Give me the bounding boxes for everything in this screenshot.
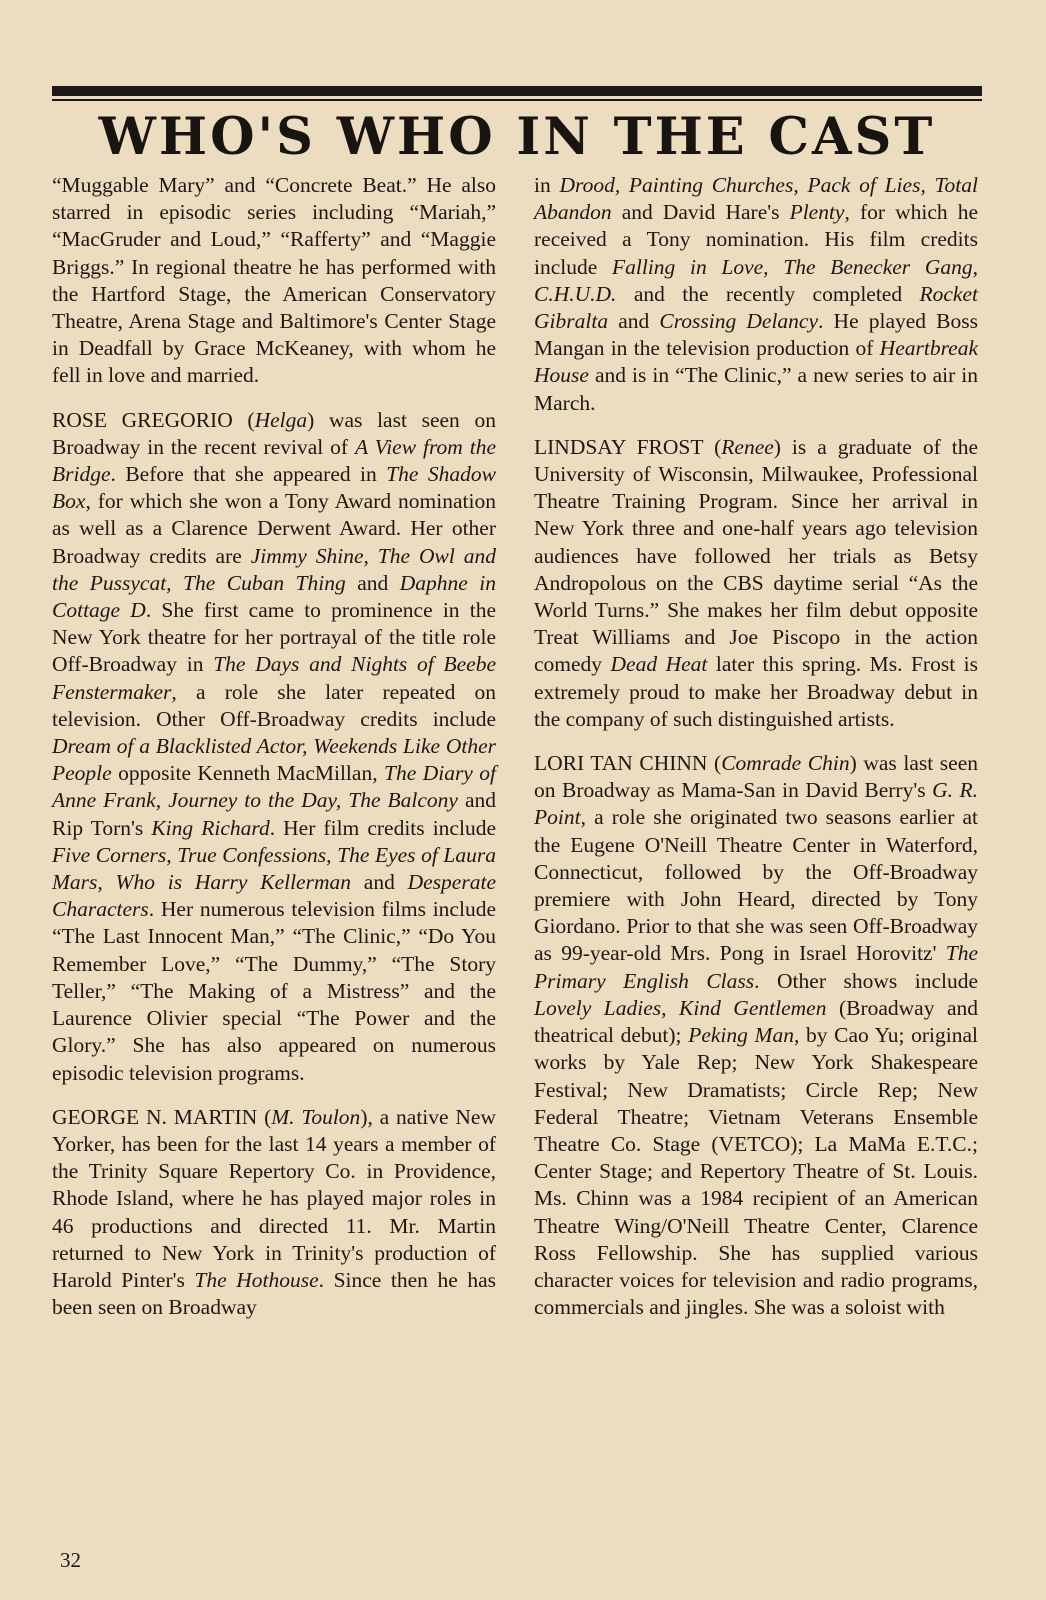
bio-rose-gregorio: ROSE GREGORIO (Helga) was last seen on Broadway in the recent revival of A View from the Bridge. Before that she appeared in The Shadow Box, for which she won a Tony Award nomination as well as a Clarence Derwent Award. Her other Broadway credits are Jimmy Shine, The Owl and the Pussycat, The Cuban Thing and Daphne in Cottage D. She first came to prominence in the New York theatre for her portrayal of the title role Off-Broadway in The Days and Nights of Beebe Fenstermaker, a role she later repeated on television. Other Off-Broadway credits include Dream of a Blacklisted Actor, Weekends Like Other People opposite Kenneth MacMillan, The Diary of Anne Frank, Journey to the Day, The Balcony and Rip Torn's King Richard. Her film credits include Five Corners, True Confessions, The Eyes of Laura Mars, Who is Harry Kellerman and Desperate Characters. Her numerous television films include “The Last Innocent Man,” “The Clinic,” “Do You Remember Love,” “The Dummy,” “The Story Teller,” “The Making of a Mistress” and the Laurence Olivier special “The Power and the Glory.” She has also appeared on numerous episodic television programs. <box>52 407 497 1085</box>
paragraph-continued: “Muggable Mary” and “Concrete Beat.” He also starred in episodic series including “Mariah,” “MacGruder and Loud,” “Rafferty” and “Maggie Briggs.” In regional theatre he has performed with the Hartford Stage, the American Conservatory Theatre, Arena Stage and Baltimore's Center Stage in Deadfall by Grace McKeaney, with whom he fell in love and married. <box>52 173 496 388</box>
bio-george-martin: GEORGE N. MARTIN (M. Toulon), a native New Yorker, has been for the last 14 years a member of the Trinity Square Repertory Co. in Providence, Rhode Island, where he has played major roles in 46 productions and directed 11. Mr. Martin returned to New York in Trinity's production of Harold Pinter's The Hothouse. Since then he has been seen on Broadway <box>52 1104 496 1320</box>
page-title: WHO'S WHO IN THE CAST <box>98 107 936 167</box>
header-rule <box>52 86 982 96</box>
bio-lori-tan-chinn: LORI TAN CHINN (Comrade Chin) was last seen on Broadway as Mama-San in David Berry's G. R. Point, a role she originated two seasons earlier at the Eugene O'Neill Theatre Center in Waterford, Connecticut, followed by the Off-Broadway premiere with John Heard, directed by Tony Giordano. Prior to that she was seen Off-Broadway as 99-year-old Mrs. Pong in Israel Horovitz' The Primary English Class. Other shows include Lovely Ladies, Kind Gentlemen (Broadway and theatrical debut); Peking Man, by Cao Yu; original works by Yale Rep; New York Shakespeare Festival; New Dramatists; Circle Rep; New Federal Theatre; Vietnam Veterans Ensemble Theatre Co. Stage (VETCO); La MaMa E.T.C.; Center Stage; and Repertory Theatre of St. Louis. Ms. Chinn was a 1984 recipient of an American Theatre Wing/O'Neill Theatre Center, Clarence Ross Fellowship. She has supplied various character voices for television and radio programs, commercials and jingles. She was a soloist with <box>534 751 979 1320</box>
left-column <box>52 172 496 1338</box>
bio-lindsay-frost: LINDSAY FROST (Renee) is a graduate of the University of Wisconsin, Milwaukee, Professional Theatre Training Program. Since her arrival in New York three and one-half years ago television audiences have followed her trials as Betsy Andropolous on the CBS daytime serial “As the World Turns.” She makes her film debut opposite Treat Williams and Joe Piscopo in the action comedy Dead Heat later this spring. Ms. Frost is extremely proud to make her Broadway debut in the company of such distinguished artists. <box>534 434 978 731</box>
right-column <box>534 172 978 1338</box>
header-rule-thin <box>52 99 982 101</box>
bio-martin-continued: in Drood, Painting Churches, Pack of Lies, Total Abandon and David Hare's Plenty, for which he received a Tony nomination. His film credits include Falling in Love, The Benecker Gang, C.H.U.D. and the recently completed Rocket Gibralta and Crossing Delancy. He played Boss Mangan in the television production of Heartbreak House and is in “The Clinic,” a new series to air in March. <box>534 173 979 415</box>
page-number: 32 <box>60 1548 81 1572</box>
